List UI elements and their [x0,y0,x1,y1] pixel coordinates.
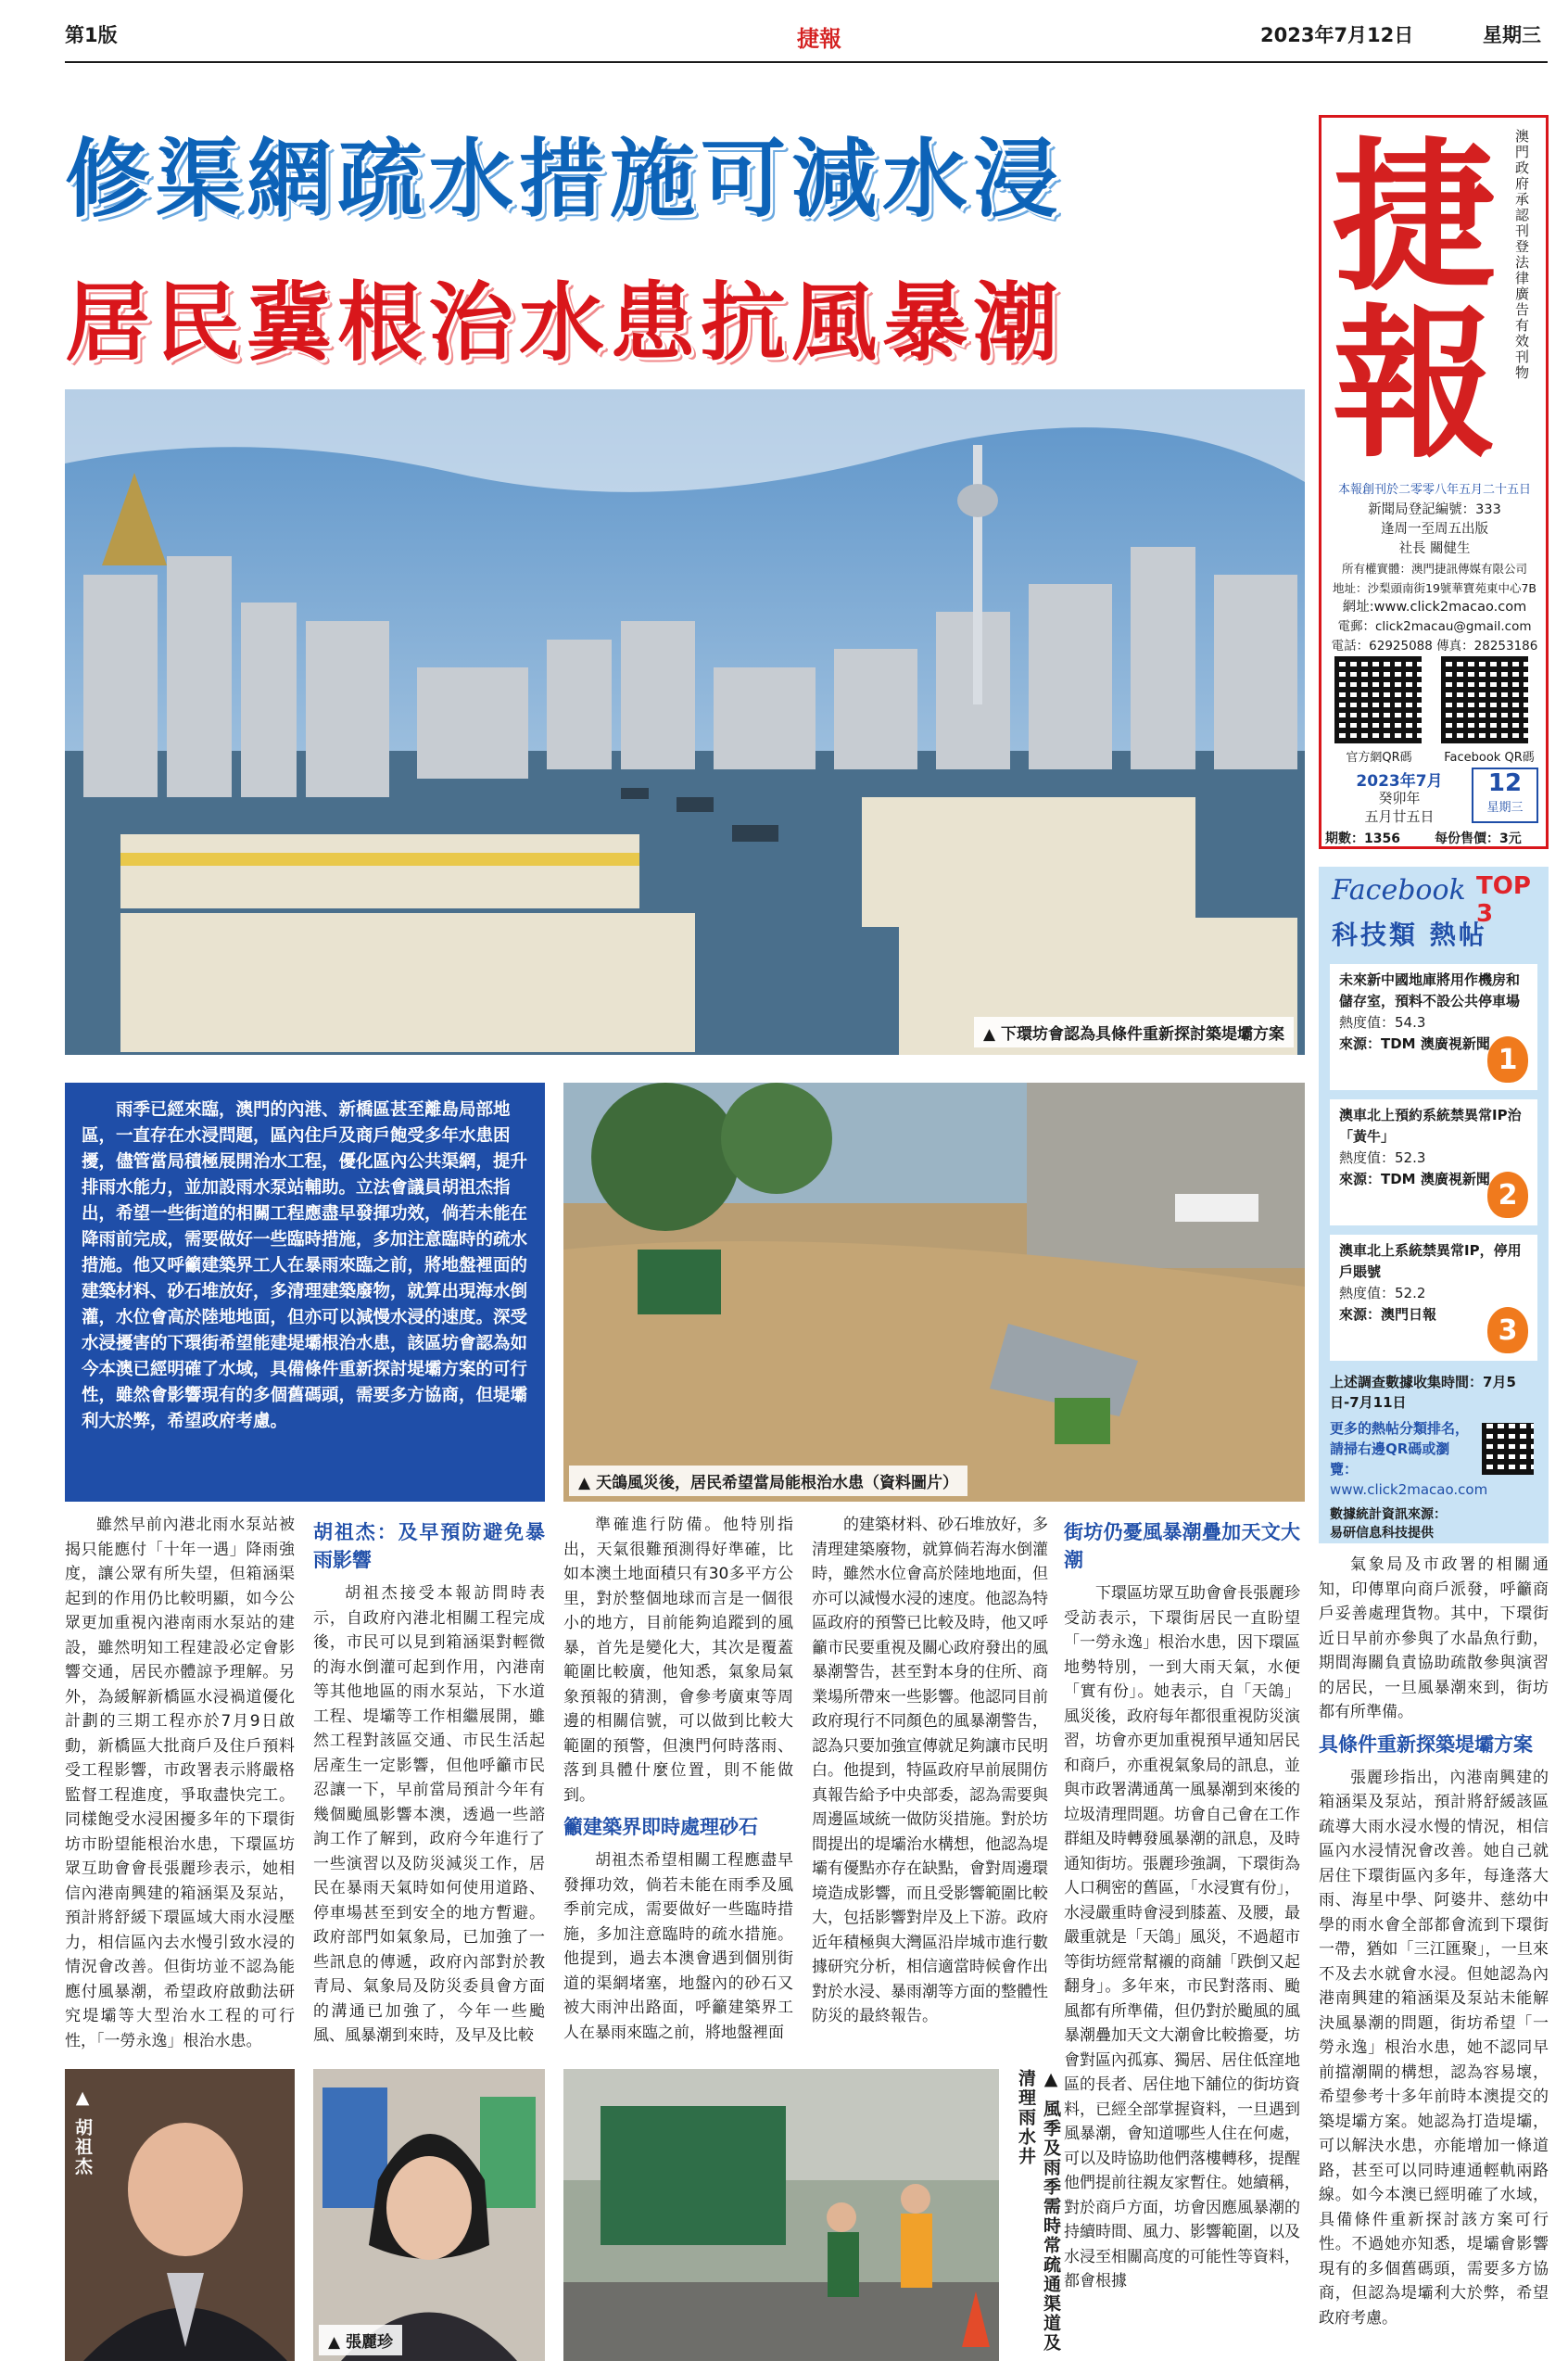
facebook-more-note: 更多的熱帖分類排名，請掃右邊QR碼或瀏覽： [1330,1420,1470,1478]
headline-line2: 居民冀根治水患抗風暴潮 [65,273,1065,373]
masthead-founded: 本報創刊於二零零八年五月二十五日 [1337,483,1531,497]
portrait-hu-illustration [65,2069,295,2361]
column-5-text: 下環區坊眾互助會會長張麗珍受訪表示，下環街居民一直盼望「一勞永逸」根治水患，因下環區地勢特別，一到大雨天氣，水便「實有份」。她表示，自「天鴿」風災後，政府每年都很重視防災演習，坊會亦更加重視預早通知居民和商戶，亦重視氣象局的訊息，並與市政署溝通萬一風暴潮到來後的垃圾清理問題。坊會自己會在工作群組及時轉發風暴潮的訊息，及時通知街坊。張麗珍強調，下環街為人口稠密的舊區，「水浸實有份」，水浸嚴重時會浸到膝蓋、及腰，最嚴重就是「天鴿」風災，不過超市等街坊經常幫襯的商舖「跌倒又起翻身」。多年來，市民對落雨、颱風都有所準備，但仍對於颱風的風暴潮疊加天文大潮會比較擔憂，坊會對區內孤寡、獨居、居住低窪地區的長者、居住地下舖位的街坊資料，已經全部掌握資料，一旦遇到風暴潮，會知道哪些人住在何處，可以及時協助他們落樓轉移，提醒他們提前往親友家暫住。她續稱，對於商戶方面，坊會因應風暴潮的持續時間、風力、影響範圍，以及水浸至相關高度的可能性等資料，都會根據 [1064,1584,1300,2291]
stats-source-label: 數據統計資訊來源： [1330,1507,1447,1522]
hot-post-3-source: 來源：澳門日報 [1339,1306,1437,1323]
rank-1-flame-icon: 1 [1487,1036,1528,1083]
main-photo [65,389,1305,1055]
subhead-hu: 胡祖杰：及早預防避免暴雨影響 [313,1520,545,1571]
column-6b-text: 張麗珍指出，內港南興建的箱涵渠及泵站，預計將舒緩該區疏導大雨水浸水慢的情況，相信區內水浸情況會改善。她自己就居住下環街區內多年，每逢落大雨、海星中學、阿婆井、慈幼中學的雨水會全部都會流到下環街一帶，猶如「三江匯聚」，一旦來不及去水就會水浸。但她認為內港南興建的箱涵渠及泵站未能解決風暴潮的問題，街坊希望「一勞永逸」根治水患，她不認同早前擋潮閘的構想，認為容易壞，希望參考十多年前時本澳提交的築堤壩方案。她認為打造堤壩，可以解決水患，亦能增加一條道路，甚至可以同時連通輕軌兩路線。如今本澳已經明確了水域，具備條件重新探討該方案可行性。不過她亦知悉，堤壩會影響現有的多個舊碼頭，需要多方協商，但認為堤壩利大於弊，希望政府考慮。 [1319,1768,1549,2328]
masthead-registration: 新聞局登記編號：333 [1368,502,1501,517]
hot-post-1-heat: 熱度值：54.3 [1339,1014,1426,1031]
day-box [1472,768,1538,823]
masthead-email: 電郵：click2macau@gmail.com [1337,619,1532,634]
rank-3-flame-icon: 3 [1487,1307,1528,1353]
column-3-text: 準確進行防備。他特別指出，天氣很難預測得好準確，比如本澳土地面積只有30多平方公里，對於整個地球而言是一個很小的地方，目前能夠追蹤到的風暴，首先是變化大，其次是覆蓋範圍比較廣，他知悉，氣象局氣象預報的猜測，會參考廣東等周邊的相關信號，可以做到比較大範圍的預警，但澳門何時落雨、落到具體什麼位置，則不能做到。 [563,1516,793,1805]
header-rule [65,61,1548,63]
hot-post-3[interactable] [1330,1235,1537,1361]
article-column-4 [812,1513,1048,2050]
masthead-issue: 期數：1356 [1325,831,1400,846]
person-photo-zhang [313,2069,545,2361]
official-qr-label: 官方網QR碼 [1346,751,1412,765]
worker-photo [563,2069,999,2361]
official-qr-code[interactable] [1334,656,1422,743]
hot-post-1-source: 來源：TDM 澳廣視新聞 [1339,1035,1490,1052]
article-column-1 [65,1513,295,2050]
stats-source-provider: 易研信息科技提供 [1330,1526,1434,1541]
worker-illustration [563,2069,999,2361]
masthead-schedule: 逢周一至周五出版 [1381,522,1488,537]
facebook-qr-label: Facebook QR碼 [1444,751,1535,765]
masthead-president: 社長 關健生 [1398,541,1471,556]
article-column-6 [1319,1553,1549,2361]
subhead-residents: 街坊仍憂風暴潮疊加天文大潮 [1064,1520,1300,1571]
facebook-url[interactable]: www.click2macao.com [1330,1481,1488,1498]
masthead-owner: 所有權實體：澳門捷訊傳媒有限公司 [1341,562,1527,576]
column-2-text: 胡祖杰接受本報訪問時表示，自政府內港北相關工程完成後，市民可以見到箱涵渠對輕微的海水倒灌可起到作用，內港南等其他地區的雨水泵站，下水道工程、堤壩等工作相繼展開，雖然工程對該區交通、市民生活起居產生一定影響，但他呼籲市民忍讓一下，早前當局預計今年有幾個颱風影響本澳，透過一些諮詢工作了解到，政府今年進行了一些演習以及防災減災工作，居民在暴雨天氣時如何使用道路、停車場甚至到安全的地方暫避。政府部門如氣象局，已加強了一些訊息的傳遞，政府內部對於教青局、氣象局及防災委員會方面的溝通已加強了，今年一些颱風、風暴潮到來時，及早及比較 [313,1584,545,2045]
person-caption-zhang: ▲ 張麗珍 [319,2325,402,2355]
facebook-survey-note: 上述調查數據收集時間：7月5日-7月11日 [1330,1374,1516,1411]
facebook-title: Facebook [1332,874,1466,907]
worker-photo-caption: ▲ 風季及雨季需時常疏通渠道及清理雨水井 [1016,2069,1061,2353]
flood-illustration [563,1083,1305,1502]
column-3b-text: 胡祖杰希望相關工程應盡早發揮功效，倘若未能在雨季及風季前完成，需要做好一些臨時措施，多加注意臨時的疏水措施。他提到，過去本澳會遇到個別街道的渠網堵塞，地盤內的砂石又被大雨沖出路面，呼籲建築界工人在暴雨來臨之前，將地盤裡面 [563,1851,793,2042]
subhead-construction: 籲建築界即時處理砂石 [563,1815,758,1838]
hot-post-3-heat: 熱度值：52.2 [1339,1285,1426,1301]
subhead-dam: 具條件重新探築堤壩方案 [1319,1732,1533,1756]
hot-post-3-text: 澳車北上系統禁異常IP，停用戶賬號 [1339,1242,1522,1280]
header-date: 2023年7月12日 [1260,24,1414,46]
masthead-lunar-year: 癸卯年 [1378,790,1421,806]
article-column-2 [313,1513,545,2050]
masthead-month: 2023年7月 [1356,772,1443,791]
masthead-title-top: 捷 [1333,121,1497,313]
person-photo-hu [65,2069,295,2361]
portrait-zhang-illustration [313,2069,545,2361]
facebook-qr-code[interactable] [1441,656,1528,743]
header-brand: 捷報 [797,25,841,52]
hot-post-2-source: 來源：TDM 澳廣視新聞 [1339,1171,1490,1187]
masthead-weekday: 星期三 [1486,801,1524,815]
facebook-top3-label: TOP 3 [1476,872,1531,928]
column-6-text: 氣象局及市政署的相關通知，印傳單向商戶派發，呼籲商戶妥善處理貨物。其中，下環街近日早前亦參與了水晶魚行動，期間海關負責協助疏散參與演習的居民，一旦風暴潮來到，街坊都有所準備。 [1319,1555,1549,1721]
masthead-price: 每份售價：3元 [1435,831,1522,846]
facebook-subtitle: 科技類 熱帖 [1332,920,1487,950]
hot-post-2-heat: 熱度值：52.3 [1339,1149,1426,1166]
masthead-day: 12 [1487,769,1523,797]
masthead-address: 地址：沙梨頭南街19號華寶苑東中心7B [1333,581,1536,595]
masthead-lunar-day: 五月廿五日 [1364,808,1435,825]
main-photo-caption: ▲ 下環坊會認為具條件重新探討築堤壩方案 [974,1017,1294,1047]
intro-box: 雨季已經來臨，澳門的內港、新橋區甚至離島局部地區，一直存在水浸問題，區內住戶及商戶飽受多年水患困擾，儘管當局積極展開治水工程，優化區內公共渠網，提升排雨水能力，並加設雨水泵站輔助。立法會議員胡祖杰指出，希望一些街道的相關工程應盡早發揮功效，倘若未能在降雨前完成，需要做好一些臨時措施，多加注意臨時的疏水措施。他又呼籲建築界工人在暴雨來臨之前，將地盤裡面的建築材料、砂石堆放好，多清理建築廢物，就算出現海水倒灌，水位會高於陸地地面，但亦可以減慢水浸的速度。深受水浸擾害的下環街希望能建堤壩根治水患，該區坊會認為如今本澳已經明確了水域，具備條件重新探討堤壩方案的可行性，雖然會影響現有的多個舊碼頭，需要多方協商，但堤壩利大於弊，希望政府考慮。 [65,1083,545,1502]
skyline-illustration [65,389,1305,1055]
hot-post-1[interactable] [1330,964,1537,1090]
flood-photo [563,1083,1305,1502]
flood-photo-caption: ▲ 天鴿風災後，居民希望當局能根治水患（資料圖片） [569,1466,967,1496]
masthead-phone: 電話：62925088 傳真：28253186 [1331,639,1538,654]
hot-post-1-text: 未來新中國地庫將用作機房和儲存室，預料不設公共停車場 [1339,971,1521,1009]
hot-post-2[interactable] [1330,1099,1537,1225]
facebook-top3-panel [1319,867,1549,1543]
person-caption-hu: ▲ 胡祖杰 [72,2087,93,2176]
page-number: 第1版 [65,24,118,46]
header-weekday: 星期三 [1483,24,1541,46]
facebook-panel-qr-code[interactable] [1482,1423,1534,1475]
column-1-text: 雖然早前內港北雨水泵站被揭只能應付「十年一遇」降雨強度，讓公眾有所失望，但箱涵渠起到的作用仍比較明顯，如今公眾更加重視內港南雨水泵站的建設，雖然明知工程建設必定會影響交通，居民亦體諒予理解。另外，為緩解新橋區水浸禍道優化計劃的三期工程亦於7月9日啟動，新橋區大批商戶及住戶預料受工程影響，市政署表示將嚴格監督工程進度，爭取盡快完工。同樣飽受水浸困擾多年的下環街坊市盼望能根治水患，下環區坊眾互助會會長張麗珍表示，她相信內港南興建的箱涵渠及泵站，預計將舒緩下環區域大雨水浸壓力，相信區內去水慢引致水浸的情況會改善。但街坊並不認為能應付風暴潮，希望政府啟動法研究堤壩等大型治水工程的可行性，「一勞永逸」根治水患。 [65,1516,295,2050]
hot-post-2-text: 澳車北上預約系統禁異常IP治「黃牛」 [1339,1107,1522,1145]
article-column-3 [563,1513,793,2050]
headline-line1: 修渠網疏水措施可減水浸 [65,130,1065,229]
masthead-website: 網址:www.click2macao.com [1342,600,1527,615]
masthead-side-note: 澳門政府承認刊登法律廣告有效刊物 [1513,129,1530,381]
column-4-text: 的建築材料、砂石堆放好，多清理建築廢物，就算倘若海水倒灌時，雖然水位會高於陸地地面，但亦可以減慢水浸的速度。他認為特區政府的預警已比較及時，他又呼籲市民要重視及關心政府發出的風暴潮警告，甚至對本身的住所、商業場所帶來一些影響。他認同目前政府現行不同顏色的風暴潮警告，認為只要加強宣傳就足夠讓市民明白。他提到，特區政府早前展開仿真報告給予中央部委，認為需要與周邊區域統一做防災措施。對於坊間提出的堤壩治水構想，他認為堤壩有優點亦存在缺點，會對周邊環境造成影響，而且受影響範圍比較大，包括影響對岸及上下游。政府近年積極與大灣區沿岸城市進行數據研究分析，相信適當時候會作出對於水浸、暴雨潮等方面的整體性防災的最終報告。 [812,1516,1048,2025]
article-column-5 [1064,1513,1300,2361]
page-header [65,20,1548,57]
rank-2-flame-icon: 2 [1487,1172,1528,1218]
masthead-title-bottom: 報 [1333,288,1497,480]
